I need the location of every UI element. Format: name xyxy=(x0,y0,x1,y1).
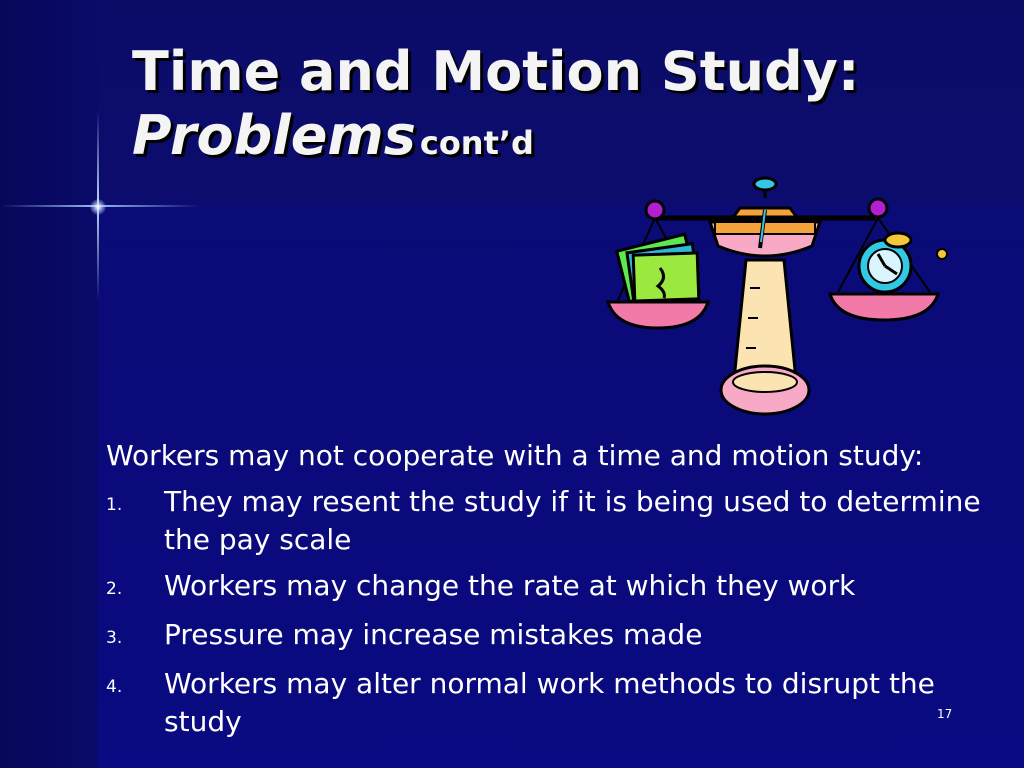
list-item xyxy=(106,616,1006,657)
slide-body xyxy=(106,437,1006,741)
title-line-2: Problems xyxy=(132,104,416,167)
list-text: Pressure may increase mistakes made xyxy=(164,618,703,651)
page-number: 17 xyxy=(937,707,953,721)
list-item xyxy=(106,567,1006,608)
list-item xyxy=(106,665,1006,741)
list-number: 3. xyxy=(106,628,123,648)
list-number: 1. xyxy=(106,495,123,515)
list-number: 4. xyxy=(106,677,123,697)
list-text: They may resent the study if it is being used to determine the pay scale xyxy=(164,485,981,556)
slide-title xyxy=(132,40,859,175)
problem-list xyxy=(106,483,1006,741)
balance-scale-icon xyxy=(600,170,960,430)
left-band xyxy=(0,0,98,768)
intro-text: Workers may not cooperate with a time and motion study: xyxy=(106,439,924,472)
list-item xyxy=(106,483,1006,559)
sparkle-icon xyxy=(90,199,106,215)
title-suffix: cont’d xyxy=(419,124,534,162)
list-number: 2. xyxy=(106,579,123,599)
list-text: Workers may change the rate at which they work xyxy=(164,569,856,602)
title-line-1: Time and Motion Study: xyxy=(132,40,860,103)
list-text: Workers may alter normal work methods to disrupt the study xyxy=(164,667,935,738)
